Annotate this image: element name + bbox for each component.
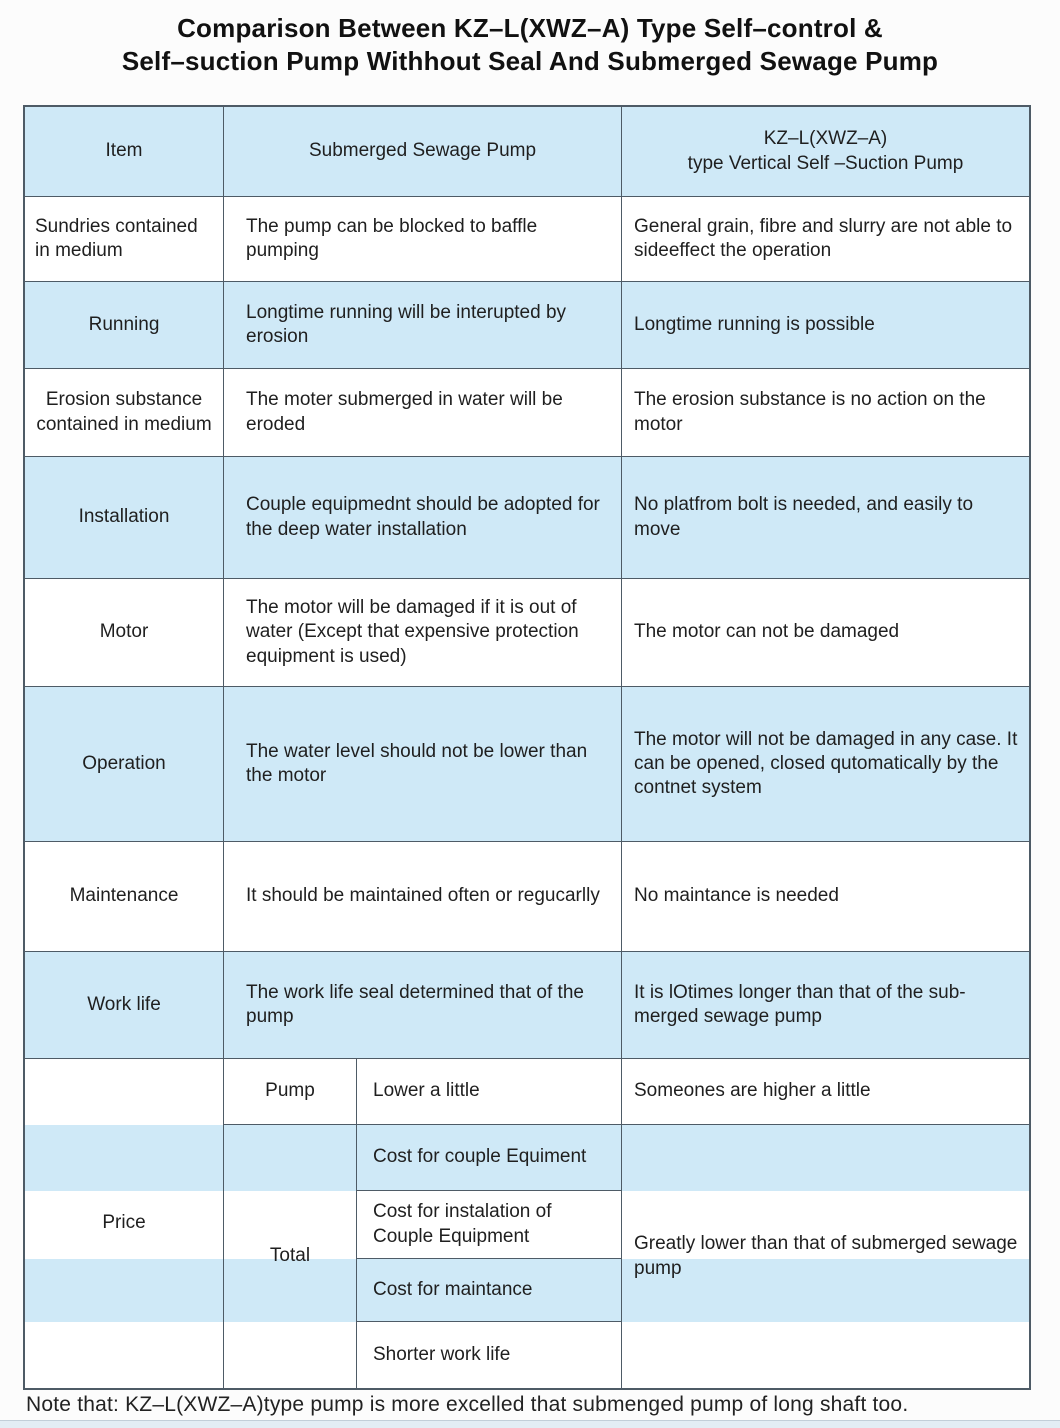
row-label-worklife: Work life bbox=[25, 952, 224, 1059]
header-kzl-line1: KZ–L(XWZ–A) bbox=[763, 128, 888, 150]
cell-erosion-kzl: The erosion substance is no action on the motor bbox=[622, 369, 1029, 457]
price-total-kzl: Greatly lower than that of submerged sewage pump bbox=[622, 1125, 1029, 1388]
row-label-price: Price bbox=[25, 1059, 224, 1388]
bottom-strip bbox=[0, 1420, 1060, 1428]
price-pump-label: Pump bbox=[224, 1059, 357, 1125]
price-total-item-installation-cost: Cost for instalation of Couple Equipment bbox=[357, 1191, 622, 1259]
price-total-item-shorter-work-life: Shorter work life bbox=[357, 1322, 622, 1388]
header-kzl-pump bbox=[622, 107, 1029, 197]
cell-installation-submerged: Couple equipmednt should be adopted for the deep water installation bbox=[224, 457, 622, 579]
cell-sundries-kzl: General grain, fibre and slurry are not able to sideeffect the operation bbox=[622, 197, 1029, 282]
cell-running-submerged: Longtime running will be interupted by erosion bbox=[224, 282, 622, 369]
price-total-item-maintenance-cost: Cost for maintance bbox=[357, 1259, 622, 1322]
row-label-sundries: Sundries contained in medium bbox=[25, 197, 224, 282]
row-label-erosion: Erosion substance contained in medium bbox=[25, 369, 224, 457]
row-label-installation: Installation bbox=[25, 457, 224, 579]
price-pump-cost: Lower a little bbox=[357, 1059, 622, 1125]
header-item: Item bbox=[25, 107, 224, 197]
row-label-maintenance: Maintenance bbox=[25, 842, 224, 952]
row-label-motor: Motor bbox=[25, 579, 224, 687]
cell-worklife-kzl: It is lOtimes longer than that of the sub-merged sewage pump bbox=[622, 952, 1029, 1059]
row-label-operation: Operation bbox=[25, 687, 224, 842]
cell-maintenance-submerged: It should be maintained often or regucarlly bbox=[224, 842, 622, 952]
cell-sundries-submerged: The pump can be blocked to baffle pumping bbox=[224, 197, 622, 282]
price-pump-kzl: Someones are higher a little bbox=[622, 1059, 1029, 1125]
header-submerged-pump: Submerged Sewage Pump bbox=[224, 107, 622, 197]
row-label-running: Running bbox=[25, 282, 224, 369]
price-total-item-couple-equipment-cost: Cost for couple Equiment bbox=[357, 1125, 622, 1191]
page-title-line1: Comparison Between KZ–L(XWZ–A) Type Self–control & bbox=[177, 13, 883, 43]
comparison-table bbox=[23, 105, 1031, 1390]
cell-operation-submerged: The water level should not be lower than the motor bbox=[224, 687, 622, 842]
cell-installation-kzl: No platfrom bolt is needed, and easily to move bbox=[622, 457, 1029, 579]
cell-operation-kzl: The motor will not be damaged in any case. It can be opened, closed qutomatically by the contnet system bbox=[622, 687, 1029, 842]
cell-motor-kzl: The motor can not be damaged bbox=[622, 579, 1029, 687]
footer-note: Note that: KZ–L(XWZ–A)type pump is more excelled that submenged pump of long shaft too. bbox=[26, 1393, 909, 1416]
cell-motor-submerged: The motor will be damaged if it is out of water (Except that expensive protection equipment is used) bbox=[224, 579, 622, 687]
cell-maintenance-kzl: No maintance is needed bbox=[622, 842, 1029, 952]
cell-worklife-submerged: The work life seal determined that of the pump bbox=[224, 952, 622, 1059]
page-title-line2: Self–suction Pump Withhout Seal And Submerged Sewage Pump bbox=[121, 46, 939, 76]
cell-erosion-submerged: The moter submerged in water will be eroded bbox=[224, 369, 622, 457]
price-total-label: Total bbox=[224, 1125, 357, 1388]
cell-running-kzl: Longtime running is possible bbox=[622, 282, 1029, 369]
page-title bbox=[0, 12, 1060, 78]
header-kzl-line2: type Vertical Self –Suction Pump bbox=[687, 152, 964, 174]
